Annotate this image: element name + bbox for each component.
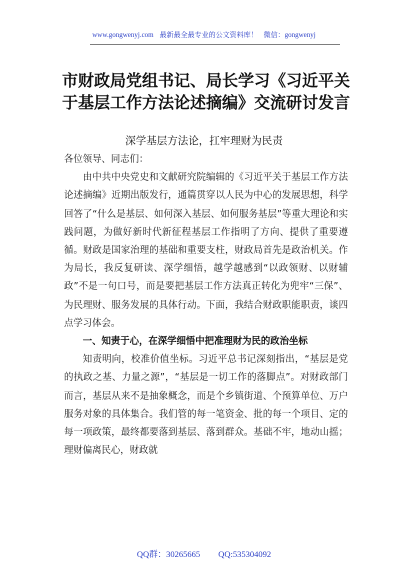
paragraph-2: 知责明向，校准价值坐标。习近平总书记深刻指出，“基层是党的执政之基、力量之源”，“基层是一切工作的落脚点”。对财政部门而言，基层从来不是抽象概念，而是个乡镇街道、个预算单位、万户服务对象的具体集合。我们管的每一笔资金、批的每一个项目、定的每一项政策，最终都要落到基层、落到群众。基础不牢，地动山摇；理财偏离民心，财政就 <box>64 354 348 457</box>
header-site-link[interactable]: www.gongwenyj.com <box>92 31 154 39</box>
salutation: 各位领导、同志们： <box>64 154 149 165</box>
header-divider <box>90 44 340 45</box>
page-footer <box>0 548 408 560</box>
footer-qq-group: QQ群：30265665 <box>136 549 201 559</box>
page-header <box>0 30 408 40</box>
paragraph-1: 由中共中央党史和文献研究院编辑的《习近平关于基层工作方法论述摘编》近期出版发行，通篇贯穿以人民为中心的发展思想，科学回答了“什么是基层、如何深入基层、如何服务基层”等重大理论和实践问题，为做好新时代新征程基层工作指明了方向、提供了重要遵循。财政是国家治理的基础和重要支柱，财政局首先是政治机关。作为局长，我反复研读、深学细悟，越学越感到“以政领财、以财辅政”不是一句口号，而是要把基层工作方法真正转化为兜牢“三保”、为民理财、服务发展的具体行动。下面，我结合财政职能职责，谈四点学习体会。 <box>64 172 348 329</box>
header-wechat: 微信：gongwenyj <box>263 31 316 39</box>
document-subtitle: 深学基层方法论，扛牢理财为民责 <box>125 135 283 147</box>
header-slogan: 最新最全最专业的公文资料库！ <box>159 31 258 39</box>
section-heading-1: 一、知责于心，在深学细悟中把准理财为民的政治坐标 <box>82 336 308 348</box>
document-body <box>64 151 348 460</box>
footer-qq: QQ:535304092 <box>218 549 272 559</box>
document-title: 市财政局党组书记、局长学习《习近平关于基层工作方法论述摘编》交流研讨发言 <box>61 71 350 112</box>
